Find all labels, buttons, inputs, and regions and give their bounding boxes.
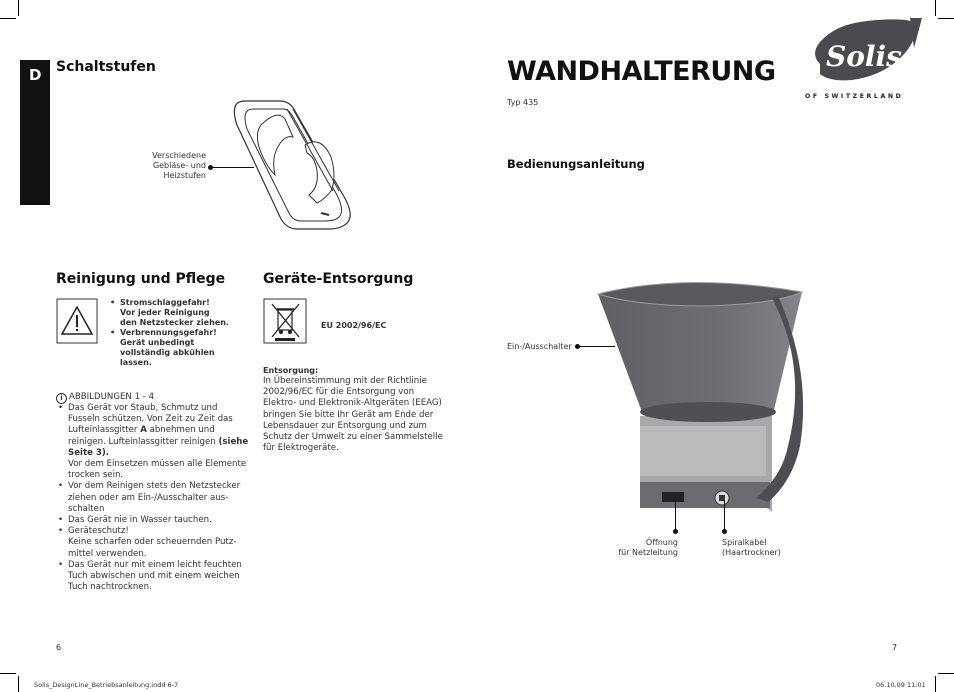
disposal-line: für Elektrogeräte. — [263, 443, 339, 454]
page-number-left: 6 — [56, 643, 62, 652]
cleaning-line: • Das Gerät nie in Wasser tauchen. — [68, 515, 212, 526]
switch-callout-line: Verschiedene — [152, 151, 206, 160]
crop-mark — [935, 0, 936, 16]
section-title-entsorgung: Geräte-Entsorgung — [263, 271, 414, 287]
callout-opening-line: Öffnung — [645, 538, 678, 547]
warning-icon — [56, 298, 98, 344]
cleaning-text: abnehmen und — [146, 425, 215, 436]
crop-mark — [938, 673, 954, 674]
cleaning-line: Fusseln schützen. Von Zeit zu Zeit das — [68, 414, 233, 425]
cleaning-list — [56, 403, 256, 593]
disposal-line: bringen Sie bitte Ihr Gerät am Ende der — [263, 409, 434, 420]
switch-illustration — [225, 95, 375, 235]
cleaning-text-bold: A — [140, 425, 147, 436]
disposal-line: Lebensdauer zur Entsorgung und zum — [263, 420, 427, 431]
page-number-right: 7 — [892, 643, 898, 652]
section-title-schaltstufen: Schaltstufen — [56, 59, 156, 75]
callout-cable-line: (Haartrockner) — [722, 548, 781, 557]
callout-cable-line: Spiralkabel — [722, 538, 767, 547]
section-title-reinigung: Reinigung und Pflege — [56, 271, 226, 287]
cleaning-item — [56, 481, 256, 515]
cleaning-line: • Das Gerät nur mit einem leicht feuchten — [68, 559, 242, 570]
callout-switch-label: Ein-/Ausschalter — [507, 342, 572, 351]
solis-logo — [802, 14, 922, 94]
model-type: Typ 435 — [507, 98, 539, 107]
cleaning-line: Vor dem Einsetzen müssen alle Elemente — [68, 459, 247, 470]
cleaning-line: trocken sein. — [68, 470, 124, 481]
cleaning-line: Keine scharfen oder scheuernden Putz- — [68, 537, 237, 548]
crop-mark — [938, 18, 954, 19]
crop-mark — [0, 18, 16, 19]
warning-line: Gerät unbedingt — [120, 338, 195, 347]
switch-callout-line: Gebläse- und — [152, 161, 206, 170]
figure-reference-text: ABBILDUNGEN 1 - 4 — [69, 392, 155, 402]
disposal-line: 2002/96/EC für die Entsorgung von — [263, 387, 415, 398]
page-title: WANDHALTERUNG — [507, 56, 776, 87]
warning-line: den Netzstecker ziehen. — [120, 318, 229, 327]
warning-line: Vor jeder Reinigung — [120, 308, 210, 317]
cleaning-text-bold: (siehe — [218, 436, 249, 447]
info-icon: i — [56, 393, 67, 404]
warning-list — [108, 298, 248, 368]
callout-line — [579, 346, 615, 347]
cleaning-text: Lufteinlassgitter — [68, 425, 141, 436]
warning-item — [108, 298, 248, 328]
cleaning-item — [56, 515, 256, 526]
switch-callout-line: Heizstufen — [163, 171, 206, 180]
disposal-line: In Übereinstimmung mit der Richtlinie — [263, 376, 427, 386]
callout-opening — [596, 538, 678, 558]
cleaning-line: mittel verwenden. — [68, 548, 147, 559]
crop-mark — [935, 676, 936, 692]
disposal-line: Elektro- und Elektronik-Altgeräten (EEAG) — [263, 398, 442, 409]
callout-line — [724, 500, 725, 530]
warning-line: • Stromschlaggefahr! — [120, 298, 210, 307]
crop-mark — [0, 673, 16, 674]
disposal-subtitle: Entsorgung: — [263, 366, 319, 375]
solis-logo-subtitle: OF SWITZERLAND — [805, 93, 904, 100]
warning-line: lassen. — [120, 358, 152, 367]
callout-cable — [722, 538, 781, 558]
cleaning-line: schalten — [68, 503, 105, 514]
cleaning-line — [68, 437, 256, 448]
callout-line — [675, 500, 676, 530]
manual-subtitle: Bedienungsanleitung — [507, 157, 645, 171]
warning-line: • Verbrennungsgefahr! — [120, 328, 217, 337]
crop-mark — [18, 0, 19, 16]
directive-code: EU 2002/96/EC — [321, 321, 387, 330]
switch-callout — [138, 151, 206, 181]
wall-holder-illustration — [596, 276, 808, 522]
cleaning-line: ziehen oder am Ein-/Ausschalter aus- — [68, 492, 229, 503]
footer-date: 06.10.09 11:01 — [876, 681, 926, 689]
callout-opening-line: für Netzleitung — [618, 548, 678, 557]
disposal-text — [263, 376, 453, 454]
cleaning-text: reinigen. Lufteinlassgitter reinigen — [68, 436, 219, 447]
warning-line: vollständig abkühlen — [120, 348, 215, 357]
language-tab-letter: D — [29, 66, 42, 84]
cleaning-line: Tuch nachtrocknen. — [68, 582, 152, 593]
footer-file: Solis_DesignLine_Betriebsanleitung.indd 6-7 — [34, 681, 179, 689]
warning-item — [108, 328, 248, 368]
cleaning-item — [56, 403, 256, 481]
cleaning-line: • Geräteschutz! — [68, 526, 129, 537]
cleaning-line: • Das Gerät vor Staub, Schmutz und — [68, 403, 218, 413]
cleaning-item — [56, 560, 256, 594]
crop-mark — [18, 676, 19, 692]
callout-line — [212, 167, 254, 168]
weee-bin-icon — [263, 298, 307, 344]
cleaning-line: Seite 3). — [68, 447, 110, 458]
disposal-line: Schutz der Umwelt zu einer Sammelstelle — [263, 432, 443, 443]
solis-logo-text: Solis — [826, 40, 902, 73]
cleaning-item — [56, 526, 256, 560]
cleaning-line — [68, 425, 256, 436]
cleaning-line: • Vor dem Reinigen stets den Netzstecker — [68, 481, 241, 492]
cleaning-line: Tuch abwischen und mit einem weichen — [68, 571, 240, 582]
